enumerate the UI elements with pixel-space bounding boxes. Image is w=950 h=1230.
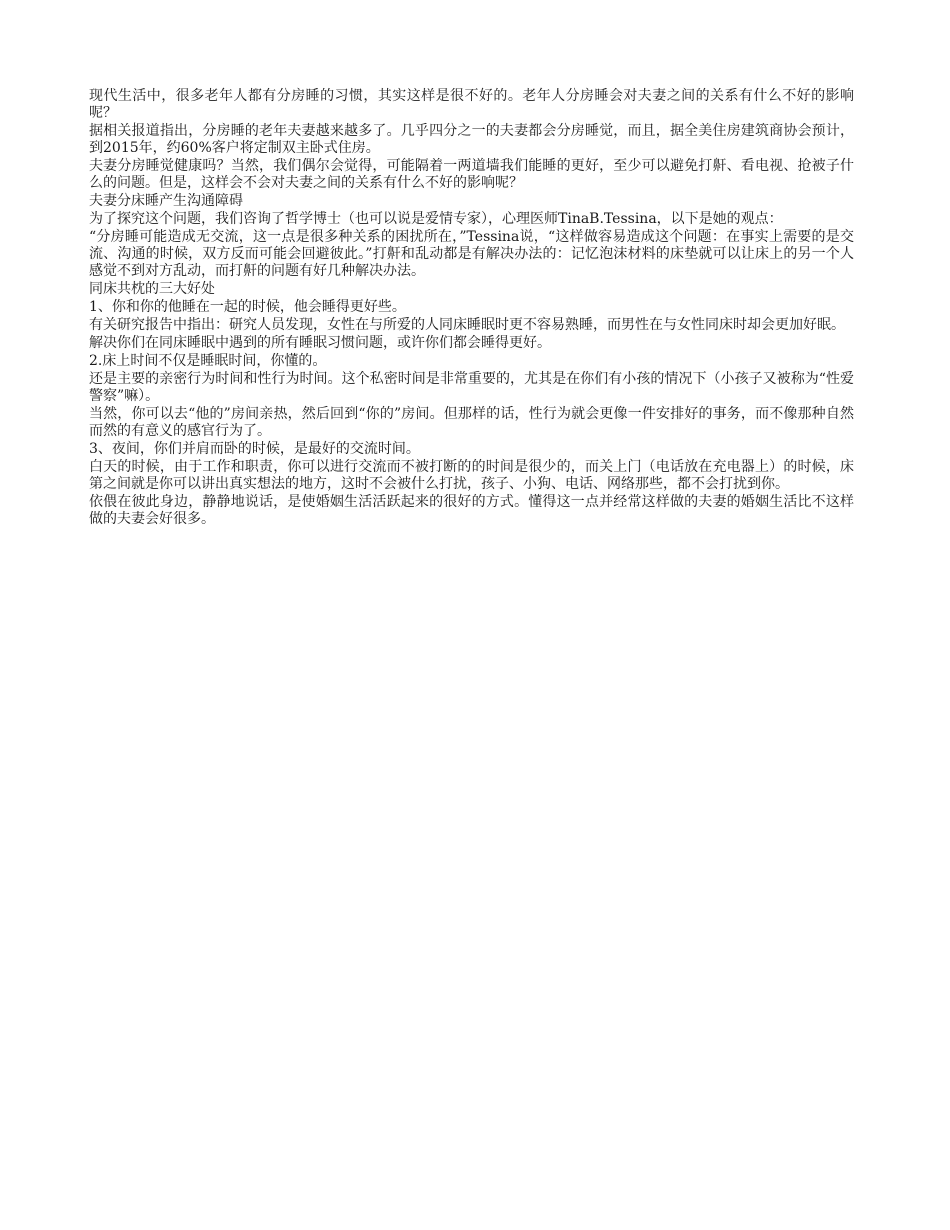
benefit-2-heading: 2.床上时间不仅是睡眠时间，你懂的。: [89, 353, 327, 369]
benefit-1-advice: 解决你们在同床睡眠中遇到的所有睡眠习惯问题，或许你们都会睡得更好。: [89, 335, 551, 351]
statistics-paragraph: 据相关报道指出，分房睡的老年夫妻越来越多了。几乎四分之一的夫妻都会分房睡觉，而且，据全美住房建筑商协会预计，到2015年，约60%客户将定制双主卧式住房。: [89, 123, 854, 156]
expert-quote-paragraph: “分房睡可能造成无交流，这一点是很多种关系的困扰所在，”Tessina说，“这样做容易造成这个问题：在事实上需要的是交流、沟通的时候，双方反而可能会回避彼此。”打鼾和乱动都是有解决办法的：记忆泡沫材料的床垫就可以让床上的另一个人感觉不到对方乱动，而打鼾的问题有好几种解决办法。: [89, 229, 854, 279]
benefit-2-alternative: 当然，你可以去“他的”房间亲热，然后回到“你的”房间。但那样的话，性行为就会更像一件安排好的事务，而不像那种自然而然的有意义的感官行为了。: [89, 406, 854, 439]
intro-paragraph: 现代生活中，很多老年人都有分房睡的习惯，其实这样是很不好的。老年人分房睡会对夫妻之间的关系有什么不好的影响呢？: [89, 88, 854, 121]
section-heading-communication: 夫妻分床睡产生沟通障碍: [89, 193, 243, 209]
document-body: [89, 88, 854, 529]
expert-intro-paragraph: 为了探究这个问题，我们咨询了哲学博士（也可以说是爱情专家），心理医师TinaB.Tessina，以下是她的观点：: [89, 211, 783, 227]
benefit-1-heading: 1、你和你的他睡在一起的时候，他会睡得更好些。: [89, 299, 406, 315]
benefit-2-detail: 还是主要的亲密行为时间和性行为时间。这个私密时间是非常重要的，尤其是在你们有小孩的情况下（小孩子又被称为“性爱警察”嘛）。: [89, 371, 854, 404]
benefit-3-detail: 白天的时候，由于工作和职责，你可以进行交流而不被打断的的时间是很少的，而关上门（电话放在充电器上）的时候，床第之间就是你可以讲出真实想法的地方，这时不会被什么打扰，孩子、小狗、电话、网络那些，都不会打扰到你。: [89, 459, 854, 492]
section-heading-benefits: 同床共枕的三大好处: [89, 281, 215, 297]
benefit-3-heading: 3、夜间，你们并肩而卧的时候，是最好的交流时间。: [89, 441, 420, 457]
closing-paragraph: 依偎在彼此身边，静静地说话，是使婚姻生活活跃起来的很好的方式。懂得这一点并经常这样做的夫妻的婚姻生活比不这样做的夫妻会好很多。: [89, 494, 854, 527]
health-question-paragraph: 夫妻分房睡觉健康吗？当然，我们偶尔会觉得，可能隔着一两道墙我们能睡的更好，至少可以避免打鼾、看电视、抢被子什么的问题。但是，这样会不会对夫妻之间的关系有什么不好的影响呢？: [89, 158, 854, 191]
benefit-1-research: 有关研究报告中指出：研究人员发现，女性在与所爱的人同床睡眠时更不容易熟睡，而男性在与女性同床时却会更加好眠。: [89, 317, 845, 333]
